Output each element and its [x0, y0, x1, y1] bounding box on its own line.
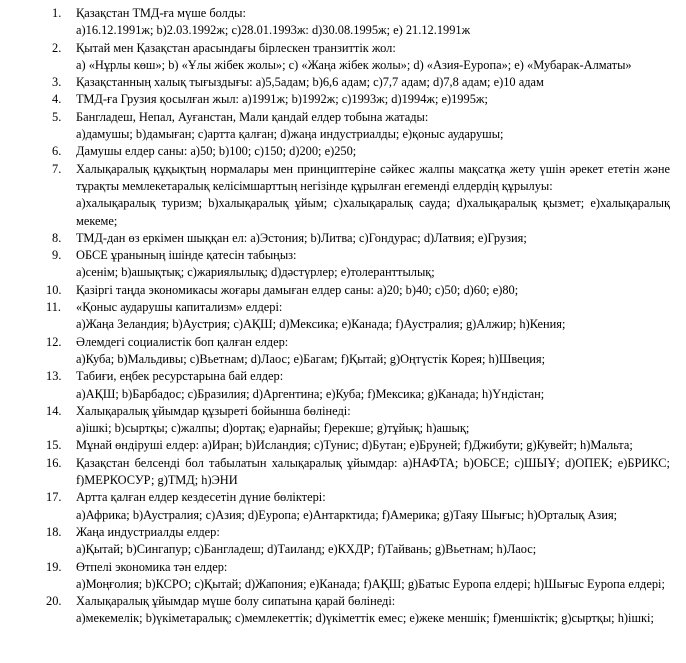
- question-number: 17.: [46, 490, 62, 505]
- question-number: 14.: [46, 403, 62, 418]
- question-8: [0, 230, 686, 247]
- question-text: «Қоныс аударушы капитализм» елдері:: [76, 300, 283, 315]
- answer-options: а)Қытай; b)Сингапур; с)Бангладеш; d)Таиланд; е)КХДР; f)Тайвань; g)Вьетнам; h)Лаос;: [76, 542, 537, 557]
- question-text: Қазақстан белсенді бол табылатын халықаралық ұйымдар: а)НАФТА; b)ОБСЕ; с)ШЫҰ; d)ОПЕК; е)БРИКС; f)МЕРКОСУР; g)ТМД; h)ЭНИ: [76, 455, 670, 488]
- question-text: Қазақстан ТМД-ға мүше болды:: [76, 6, 246, 20]
- answer-options: а)АҚШ; b)Барбадос; с)Бразилия; d)Аргентина; е)Куба; f)Мексика; g)Канада; h)Үндістан;: [76, 386, 545, 401]
- question-5: [0, 109, 686, 144]
- question-12: [0, 334, 686, 369]
- question-number: 18.: [46, 524, 62, 539]
- question-number: 20.: [46, 594, 62, 609]
- question-number: 15.: [46, 438, 62, 453]
- answer-options: а)ішкі; b)сыртқы; с)жалпы; d)ортақ; е)арнайы; f)ерекше; g)тұйық; h)ашық;: [76, 421, 470, 436]
- question-number: 5.: [52, 109, 62, 124]
- question-text: Дамушы елдер саны: а)50; b)100; с)150; d)200; е)250;: [76, 144, 357, 159]
- question-number: 1.: [52, 6, 62, 20]
- question-10: [0, 282, 686, 299]
- question-text: Артта қалған елдер кездесетін дүние бөліктері:: [76, 490, 326, 505]
- answer-options: а)Африка; b)Аустралия; с)Азия; d)Еуропа; е)Антарктида; f)Америка; g)Таяу Шығыс; h)Орталық Азия;: [76, 507, 618, 522]
- question-text: ТМД-ға Грузия қосылған жыл: а)1991ж; b)1992ж; с)1993ж; d)1994ж; е)1995ж;: [76, 92, 488, 107]
- question-number: 19.: [46, 559, 62, 574]
- question-text: Қытай мен Қазақстан арасындағы бірлескен транзиттік жол:: [76, 40, 396, 55]
- answer-options: а)Моңғолия; b)КСРО; с)Қытай; d)Жапония; е)Канада; f)АҚШ; g)Батыс Еуропа елдері; h)Шығыс Еуропа елдері;: [76, 576, 665, 591]
- question-number: 11.: [46, 300, 62, 315]
- question-1: [0, 5, 686, 40]
- question-number: 12.: [46, 334, 62, 349]
- question-7: [0, 161, 686, 230]
- question-9: [0, 247, 686, 282]
- question-text: Әлемдегі социалистік боп қалған елдер:: [76, 334, 289, 349]
- question-number: 6.: [52, 144, 62, 159]
- question-number: 2.: [52, 40, 62, 55]
- question-11: [0, 299, 686, 334]
- question-number: 10.: [46, 282, 62, 297]
- question-text: Халықаралық ұйымдар құзыреті бойынша бөлінеді:: [76, 403, 351, 418]
- question-text: Қазақстанның халық тығыздығы: а)5,5адам; b)6,6 адам; с)7,7 адам; d)7,8 адам; е)10 адам: [76, 75, 544, 90]
- question-4: [0, 91, 686, 108]
- question-number: 13.: [46, 369, 62, 384]
- answer-options: а)мекемелік; b)үкіметаралық; с)мемлекеттік; d)үкіметтік емес; е)жеке меншік; f)меншіктік; g)сыртқы; h)ішкі;: [76, 611, 654, 626]
- question-19: [0, 559, 686, 594]
- question-text: Жаңа индустриалды елдер:: [76, 524, 220, 539]
- question-18: [0, 524, 686, 559]
- answer-options: а) «Нұрлы көш»; b) «Ұлы жібек жолы»; с) «Жаңа жібек жолы»; d) «Азия-Еуропа»; е) «Мубарак-Алматы»: [76, 57, 632, 72]
- question-text: Қазіргі таңда экономикасы жоғары дамыған елдер саны: а)20; b)40; с)50; d)60; е)80;: [76, 282, 519, 297]
- question-2: [0, 40, 686, 75]
- question-text: Халықаралық ұйымдар мүше болу сипатына қарай бөлінеді:: [76, 594, 396, 609]
- question-text: Мұнай өндіруші елдер: а)Иран; b)Исландия; с)Тунис; d)Бутан; е)Бруней; f)Джибути; g)Кувейт; h)Мальта;: [76, 438, 633, 453]
- question-16: [0, 455, 686, 490]
- question-number: 9.: [52, 248, 62, 263]
- question-number: 16.: [46, 455, 62, 470]
- question-text: ТМД-дан өз еркімен шыққан ел: а)Эстония; b)Литва; с)Гондурас; d)Латвия; е)Грузия;: [76, 230, 527, 245]
- question-number: 7.: [52, 161, 62, 176]
- question-15: [0, 437, 686, 454]
- question-17: [0, 489, 686, 524]
- answer-options: а)дамушы; b)дамыған; с)артта қалған; d)жаңа индустриалды; е)қоныс аударушы;: [76, 127, 504, 142]
- answer-options: а)Куба; b)Мальдивы; с)Вьетнам; d)Лаос; е)Багам; f)Қытай; g)Оңтүстік Корея; h)Швеция;: [76, 351, 546, 366]
- answer-options: а)16.12.1991ж; b)2.03.1992ж; с)28.01.1993ж: d)30.08.1995ж; е) 21.12.1991ж: [76, 23, 471, 38]
- question-text: Өтпелі экономика тән елдер:: [76, 559, 228, 574]
- question-3: [0, 74, 686, 91]
- question-text: ОБСЕ ұранының ішінде қатесін табыңыз:: [76, 248, 297, 263]
- question-text: Халықаралық құқықтың нормалары мен принциптеріне сәйкес жалпы мақсатқа жету үшін әрекет ететін және тұрақты мемлекетаралық келісімшарттың негізінде құрылған егеменді елдердің құрылуы:: [76, 161, 670, 193]
- answer-options: а)халықаралық туризм; b)халықаралық ұйым; с)халықаралық сауда; d)халықаралық қызмет; е)халықаралық мекеме;: [76, 196, 670, 228]
- question-13: [0, 368, 686, 403]
- question-text: Бангладеш, Непал, Ауғанстан, Мали қандай елдер тобына жатады:: [76, 109, 429, 124]
- question-number: 3.: [52, 75, 62, 90]
- question-20: [0, 593, 686, 628]
- question-14: [0, 403, 686, 438]
- answer-options: а)сенім; b)ашықтық; с)жариялылық; d)дәстүрлер; е)толеранттылық;: [76, 265, 435, 280]
- question-text: Табиғи, еңбек ресурстарына бай елдер:: [76, 369, 284, 384]
- answer-options: а)Жаңа Зеландия; b)Аустрия; с)АҚШ; d)Мексика; е)Канада; f)Аустралия; g)Алжир; h)Кения;: [76, 317, 566, 332]
- question-number: 4.: [52, 92, 62, 107]
- question-6: [0, 143, 686, 160]
- question-number: 8.: [52, 230, 62, 245]
